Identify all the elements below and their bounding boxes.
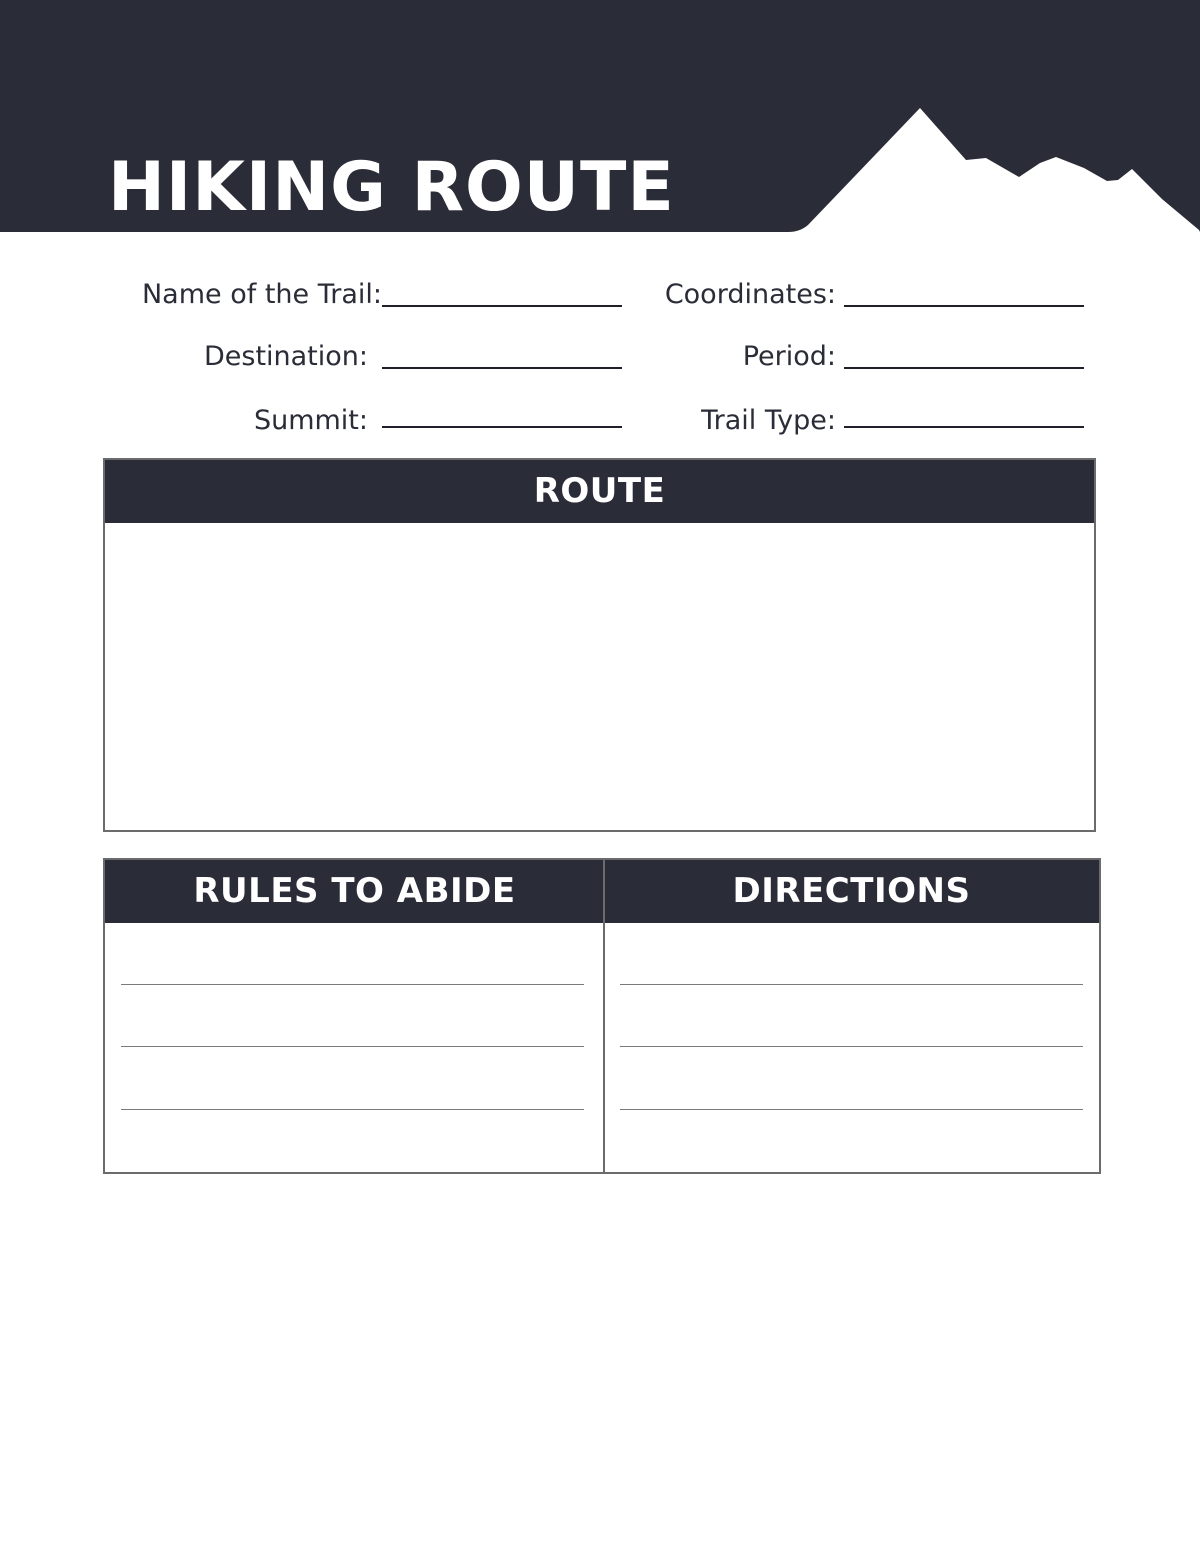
- page-title: HIKING ROUTE: [108, 148, 675, 227]
- rules-directions-panel: [103, 858, 1101, 1174]
- trail-type-input[interactable]: [844, 426, 1084, 428]
- trail-name-input[interactable]: [382, 305, 622, 307]
- destination-input[interactable]: [382, 367, 622, 369]
- period-label: Period:: [742, 341, 836, 372]
- coordinates-field: [630, 275, 836, 315]
- column-divider: [603, 860, 605, 1172]
- trail-type-field: [630, 401, 836, 441]
- rules-line[interactable]: [121, 1046, 584, 1047]
- summit-input[interactable]: [382, 426, 622, 428]
- route-content-area[interactable]: [105, 523, 1094, 830]
- directions-line[interactable]: [620, 1109, 1083, 1110]
- rules-line[interactable]: [121, 1109, 584, 1110]
- rules-heading: RULES TO ABIDE: [105, 860, 604, 923]
- coordinates-input[interactable]: [844, 305, 1084, 307]
- summit-field: [80, 401, 368, 441]
- coordinates-label: Coordinates:: [664, 279, 836, 310]
- rules-line[interactable]: [121, 984, 584, 985]
- destination-field: [80, 337, 368, 377]
- destination-label: Destination:: [203, 341, 368, 372]
- period-input[interactable]: [844, 367, 1084, 369]
- period-field: [630, 337, 836, 377]
- header-banner: [0, 0, 1200, 232]
- directions-line[interactable]: [620, 984, 1083, 985]
- route-panel: [103, 458, 1096, 832]
- trail-name-field: [80, 275, 382, 315]
- directions-line[interactable]: [620, 1046, 1083, 1047]
- route-heading: ROUTE: [105, 460, 1094, 523]
- directions-heading: DIRECTIONS: [604, 860, 1099, 923]
- trail-name-label: Name of the Trail:: [141, 279, 382, 310]
- summit-label: Summit:: [253, 405, 368, 436]
- trail-type-label: Trail Type:: [701, 405, 836, 436]
